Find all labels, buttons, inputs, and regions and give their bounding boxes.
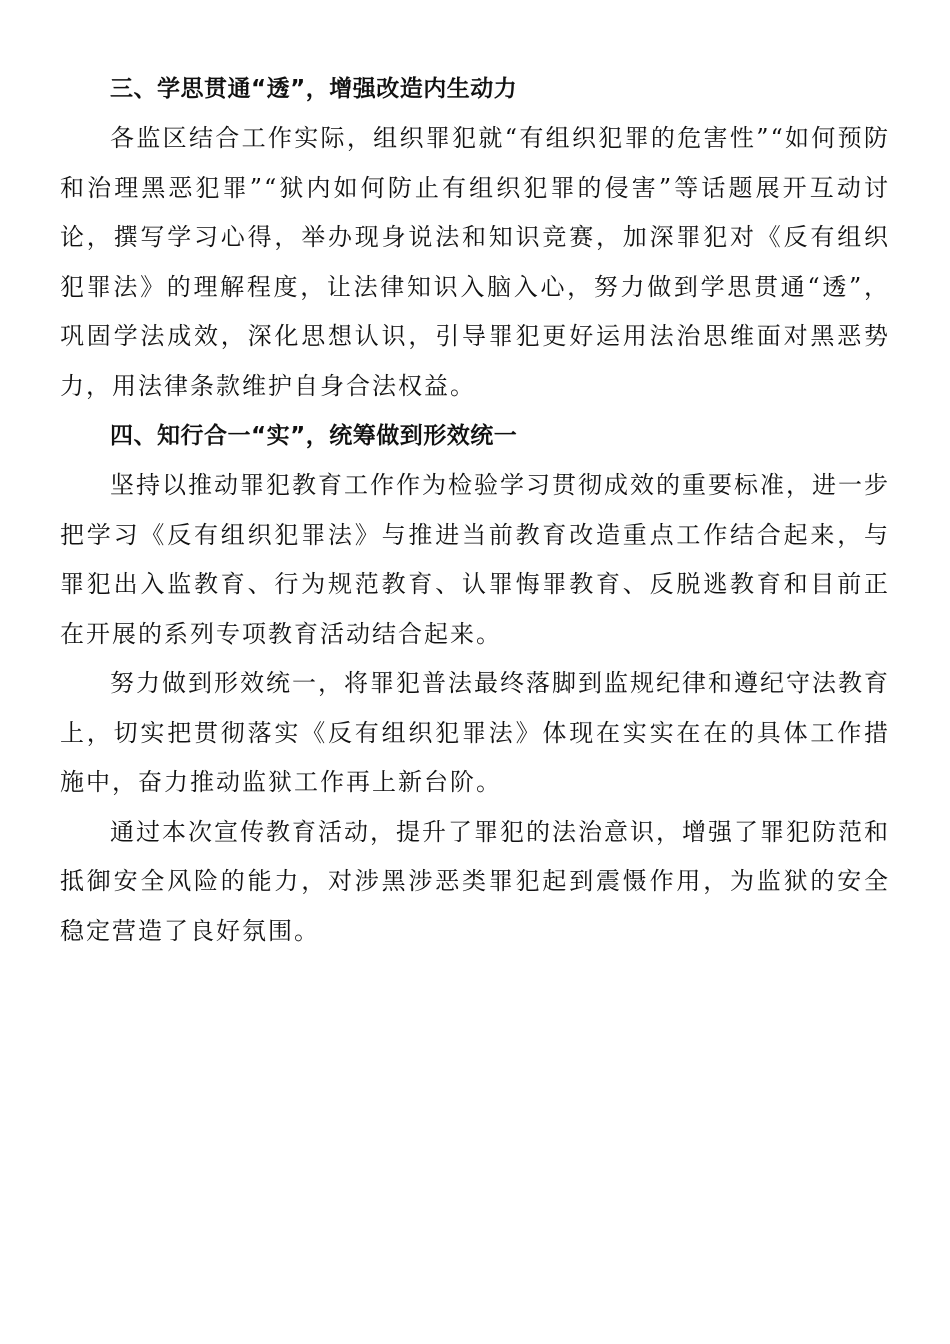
section-heading-4: 四、知行合一“实”，统筹做到形效统一: [110, 423, 518, 449]
section-4-paragraph-3: 通过本次宣传教育活动，提升了罪犯的法治意识，增强了罪犯防范和抵御安全风险的能力，对涉黑涉恶类罪犯起到震慑作用，为监狱的安全稳定营造了良好氛围。: [60, 817, 890, 945]
section-4-paragraph-2: 努力做到形效统一，将罪犯普法最终落脚到监规纪律和遵纪守法教育上，切实把贯彻落实《反有组织犯罪法》体现在实实在在的具体工作措施中，奋力推动监狱工作再上新台阶。: [60, 669, 890, 796]
document-body: [60, 64, 890, 956]
section-3-paragraph-1: 各监区结合工作实际，组织罪犯就“有组织犯罪的危害性”“如何预防和治理黑恶犯罪”“狱内如何防止有组织犯罪的侵害”等话题展开互动讨论，撰写学习心得，举办现身说法和知识竞赛，加深罪犯对《反有组织犯罪法》的理解程度，让法律知识入脑入心，努力做到学思贯通“透”，巩固学法成效，深化思想认识，引导罪犯更好运用法治思维面对黑恶势力，用法律条款维护自身合法权益。: [60, 124, 890, 400]
section-4-paragraph-1: 坚持以推动罪犯教育工作作为检验学习贯彻成效的重要标准，进一步把学习《反有组织犯罪法》与推进当前教育改造重点工作结合起来，与罪犯出入监教育、行为规范教育、认罪悔罪教育、反脱逃教育和目前正在开展的系列专项教育活动结合起来。: [60, 471, 890, 648]
section-heading-3: 三、学思贯通“透”，增强改造内生动力: [110, 76, 518, 102]
